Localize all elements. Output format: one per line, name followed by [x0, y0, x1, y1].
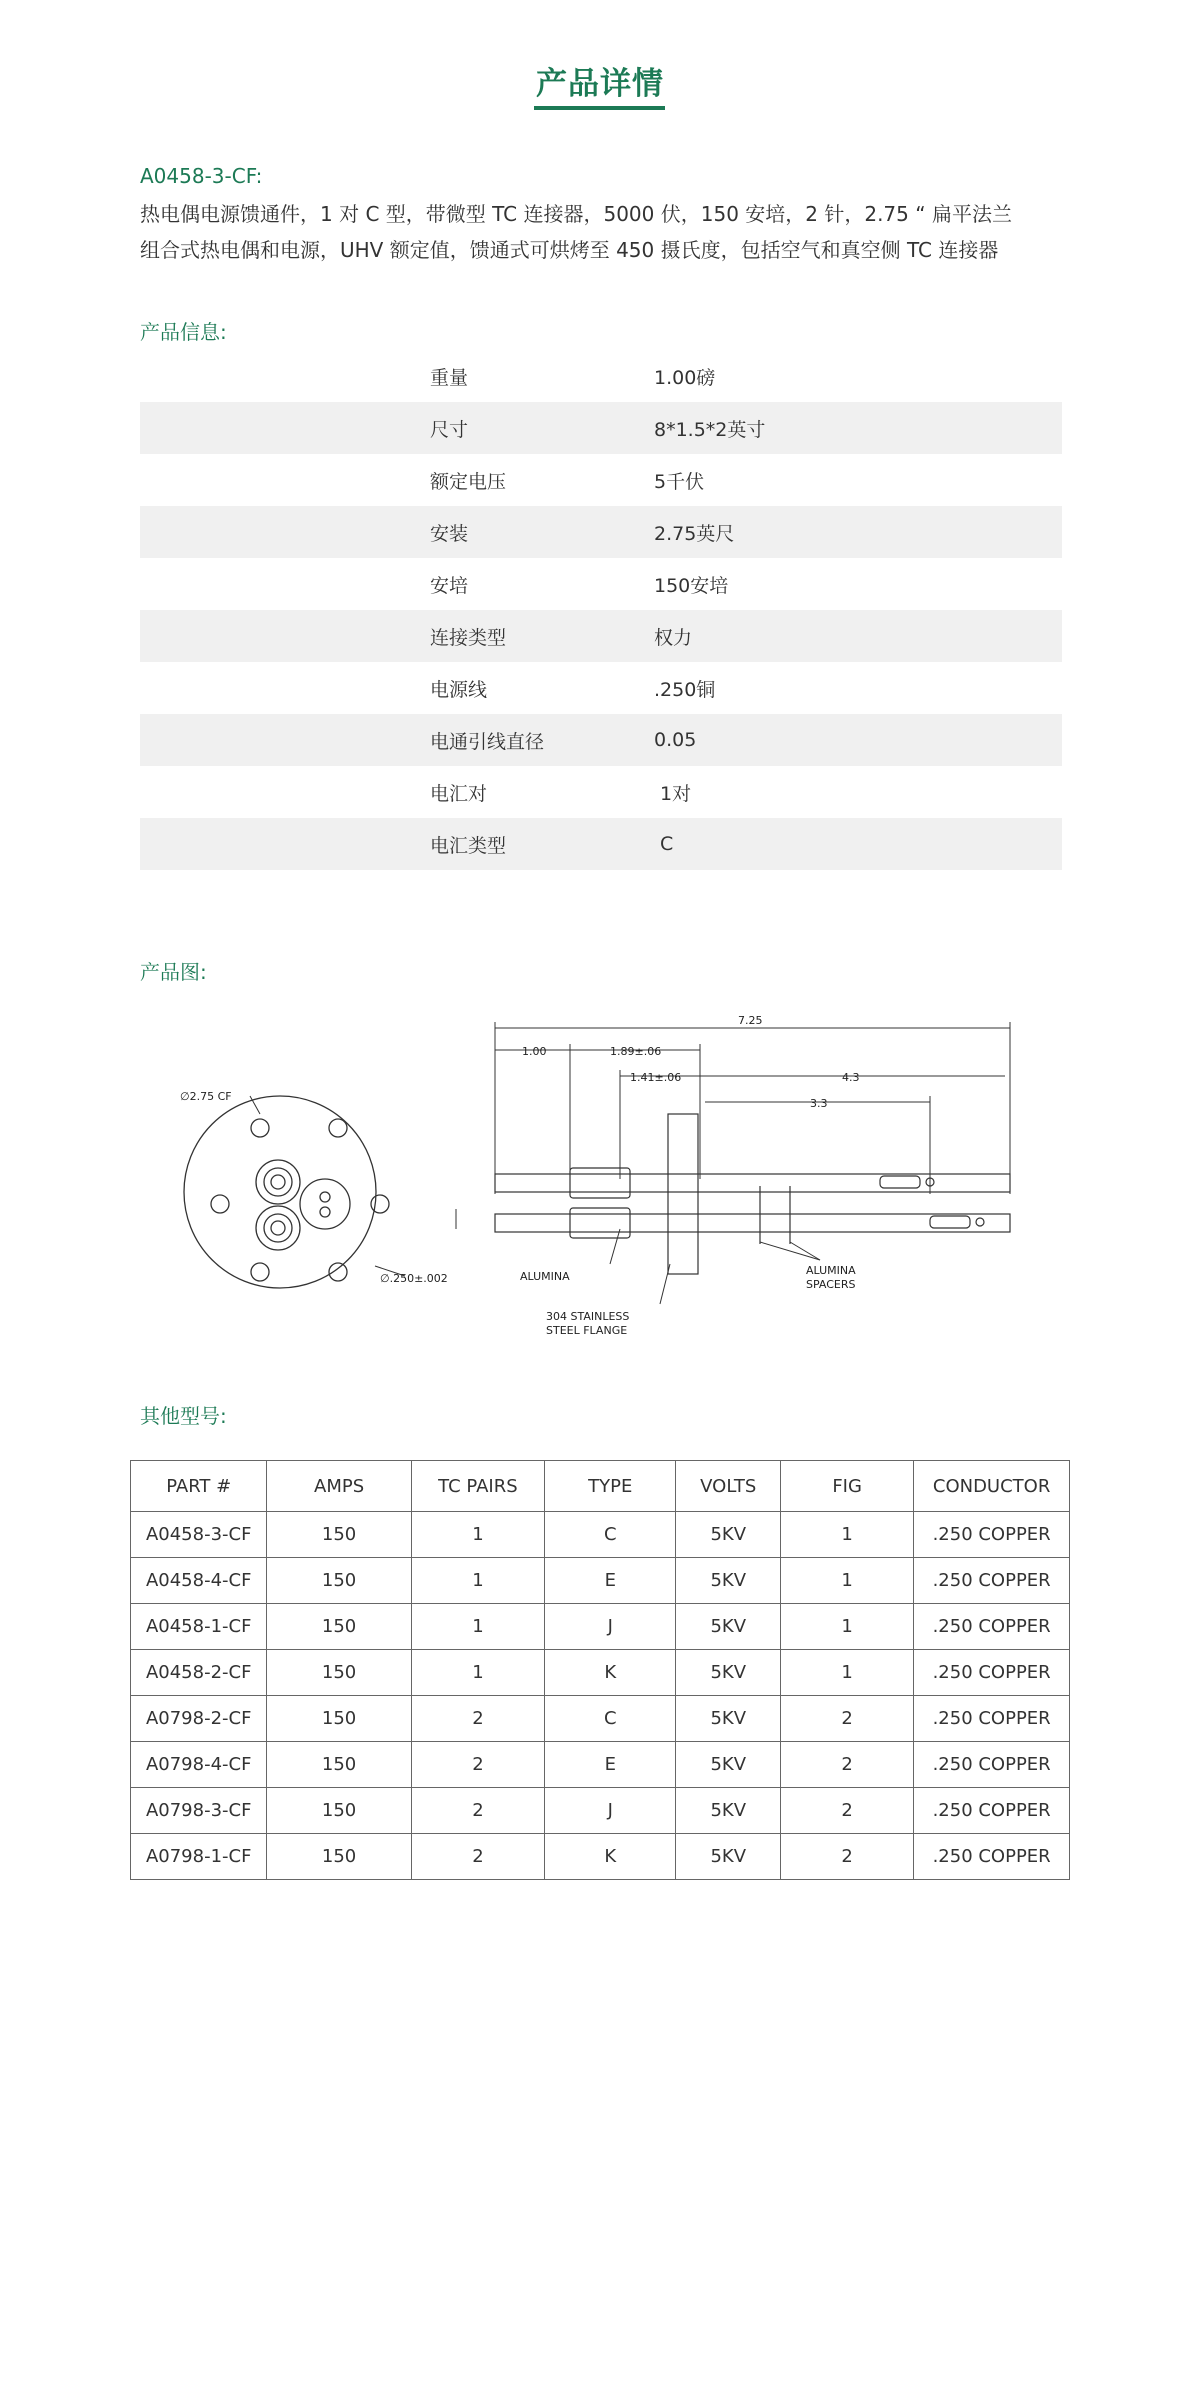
table-row — [131, 1742, 1070, 1788]
info-key: 安装 — [140, 506, 654, 558]
product-code: A0458-3-CF: — [140, 164, 263, 188]
table-cell: A0798-3-CF — [131, 1788, 267, 1834]
side-view — [495, 1114, 1010, 1274]
column-header: FIG — [781, 1461, 914, 1512]
table-cell: 2 — [781, 1788, 914, 1834]
table-cell: 1 — [781, 1558, 914, 1604]
flange-dia-label: ∅2.75 CF — [180, 1090, 232, 1103]
table-cell: J — [545, 1788, 676, 1834]
table-cell: 5KV — [676, 1558, 781, 1604]
table-cell: K — [545, 1834, 676, 1880]
info-value: 权力 — [654, 610, 1062, 662]
info-key: 电汇对 — [430, 782, 488, 805]
info-row — [140, 818, 1062, 870]
column-header: AMPS — [267, 1461, 411, 1512]
info-row — [140, 662, 1062, 714]
column-header: TC PAIRS — [411, 1461, 544, 1512]
flange-material-label-1: 304 STAINLESS — [546, 1310, 630, 1323]
table-cell: 5KV — [676, 1834, 781, 1880]
info-row — [140, 714, 1062, 766]
table-cell: 5KV — [676, 1696, 781, 1742]
column-header: TYPE — [545, 1461, 676, 1512]
table-cell: 5KV — [676, 1742, 781, 1788]
table-row — [131, 1834, 1070, 1880]
info-row — [140, 610, 1062, 662]
info-key: 额定电压 — [430, 470, 507, 493]
table-cell: 5KV — [676, 1788, 781, 1834]
table-cell: A0458-1-CF — [131, 1604, 267, 1650]
table-cell: 1 — [781, 1650, 914, 1696]
table-cell: A0798-4-CF — [131, 1742, 267, 1788]
info-row — [140, 506, 1062, 558]
table-cell: .250 COPPER — [914, 1512, 1070, 1558]
table-cell: 5KV — [676, 1604, 781, 1650]
info-value: 1.00磅 — [654, 366, 716, 389]
column-header: PART # — [131, 1461, 267, 1512]
table-row — [131, 1650, 1070, 1696]
table-row — [131, 1604, 1070, 1650]
alumina-spacers-label-2: SPACERS — [806, 1278, 856, 1291]
table-cell: E — [545, 1742, 676, 1788]
table-cell: A0458-2-CF — [131, 1650, 267, 1696]
table-cell: 1 — [411, 1558, 544, 1604]
table-cell: A0798-1-CF — [131, 1834, 267, 1880]
table-cell: .250 COPPER — [914, 1604, 1070, 1650]
table-cell: 2 — [411, 1696, 544, 1742]
table-row — [131, 1558, 1070, 1604]
info-key: 电源线 — [430, 678, 488, 701]
column-header: CONDUCTOR — [914, 1461, 1070, 1512]
table-cell: C — [545, 1512, 676, 1558]
page-title: 产品详情 — [536, 66, 664, 102]
title-underline — [534, 106, 665, 110]
dim-c: 1.41±.06 — [630, 1071, 682, 1084]
table-cell: 1 — [781, 1512, 914, 1558]
table-cell: 5KV — [676, 1512, 781, 1558]
info-row — [140, 558, 1062, 610]
table-cell: A0798-2-CF — [131, 1696, 267, 1742]
alumina-spacers-label-1: ALUMINA — [806, 1264, 856, 1277]
table-cell: .250 COPPER — [914, 1696, 1070, 1742]
table-row — [131, 1696, 1070, 1742]
flange-front-view — [184, 1096, 389, 1288]
dim-d: 4.3 — [842, 1071, 860, 1084]
table-cell: 5KV — [676, 1650, 781, 1696]
table-cell: E — [545, 1558, 676, 1604]
table-cell: .250 COPPER — [914, 1558, 1070, 1604]
description-line-1: 热电偶电源馈通件，1 对 C 型，带微型 TC 连接器，5000 伏，150 安培，2 针，2.75 “ 扁平法兰 — [140, 202, 1012, 226]
info-heading: 产品信息: — [140, 320, 227, 344]
table-cell: 1 — [411, 1512, 544, 1558]
info-row — [140, 454, 1062, 506]
info-value: 2.75英尺 — [654, 506, 1062, 558]
table-cell: 150 — [267, 1512, 411, 1558]
table-row — [131, 1788, 1070, 1834]
table-cell: 150 — [267, 1650, 411, 1696]
dim-total: 7.25 — [738, 1014, 763, 1027]
product-drawing — [140, 1004, 1020, 1344]
table-cell: 2 — [411, 1742, 544, 1788]
table-cell: 2 — [411, 1834, 544, 1880]
table-cell: 150 — [267, 1604, 411, 1650]
table-cell: 2 — [781, 1696, 914, 1742]
table-row — [131, 1512, 1070, 1558]
table-cell: 150 — [267, 1558, 411, 1604]
table-cell: C — [545, 1696, 676, 1742]
drawing-heading: 产品图: — [140, 960, 207, 984]
info-value: 8*1.5*2英寸 — [654, 402, 1062, 454]
models-table — [130, 1460, 1070, 1880]
info-row — [140, 402, 1062, 454]
product-description — [140, 196, 1060, 268]
wire-dia-label: ∅.250±.002 — [380, 1272, 448, 1285]
table-cell: J — [545, 1604, 676, 1650]
table-cell: 150 — [267, 1788, 411, 1834]
table-cell: 1 — [411, 1650, 544, 1696]
column-header: VOLTS — [676, 1461, 781, 1512]
info-key: 重量 — [430, 366, 469, 389]
description-line-2: 组合式热电偶和电源，UHV 额定值，馈通式可烘烤至 450 摄氏度，包括空气和真空侧 TC 连接器 — [140, 238, 999, 262]
alumina-label: ALUMINA — [520, 1270, 570, 1283]
table-cell: .250 COPPER — [914, 1650, 1070, 1696]
info-key: 安培 — [430, 574, 469, 597]
table-cell: 2 — [781, 1742, 914, 1788]
models-heading: 其他型号: — [140, 1404, 227, 1428]
table-cell: K — [545, 1650, 676, 1696]
table-cell: A0458-3-CF — [131, 1512, 267, 1558]
table-cell: .250 COPPER — [914, 1788, 1070, 1834]
info-key: 电汇类型 — [140, 818, 654, 870]
info-row — [140, 766, 1062, 818]
table-cell: .250 COPPER — [914, 1742, 1070, 1788]
table-cell: 150 — [267, 1834, 411, 1880]
table-cell: A0458-4-CF — [131, 1558, 267, 1604]
info-key: 尺寸 — [140, 402, 654, 454]
info-key: 连接类型 — [140, 610, 654, 662]
dim-b: 1.89±.06 — [610, 1045, 662, 1058]
table-cell: 1 — [411, 1604, 544, 1650]
info-value: 150安培 — [654, 574, 729, 597]
table-cell: 150 — [267, 1742, 411, 1788]
flange-material-label-2: STEEL FLANGE — [546, 1324, 628, 1337]
info-value: 5千伏 — [654, 470, 705, 493]
info-value: 1对 — [654, 782, 692, 805]
table-cell: 1 — [781, 1604, 914, 1650]
info-key: 电通引线直径 — [140, 714, 654, 766]
dim-e: 3.3 — [810, 1097, 828, 1110]
dim-a: 1.00 — [522, 1045, 547, 1058]
info-value: .250铜 — [654, 678, 716, 701]
info-table — [140, 350, 1062, 870]
table-cell: 150 — [267, 1696, 411, 1742]
info-row — [140, 350, 1062, 402]
info-value: C — [654, 818, 1062, 870]
table-cell: 2 — [411, 1788, 544, 1834]
table-cell: .250 COPPER — [914, 1834, 1070, 1880]
table-cell: 2 — [781, 1834, 914, 1880]
info-value: 0.05 — [654, 714, 1062, 766]
